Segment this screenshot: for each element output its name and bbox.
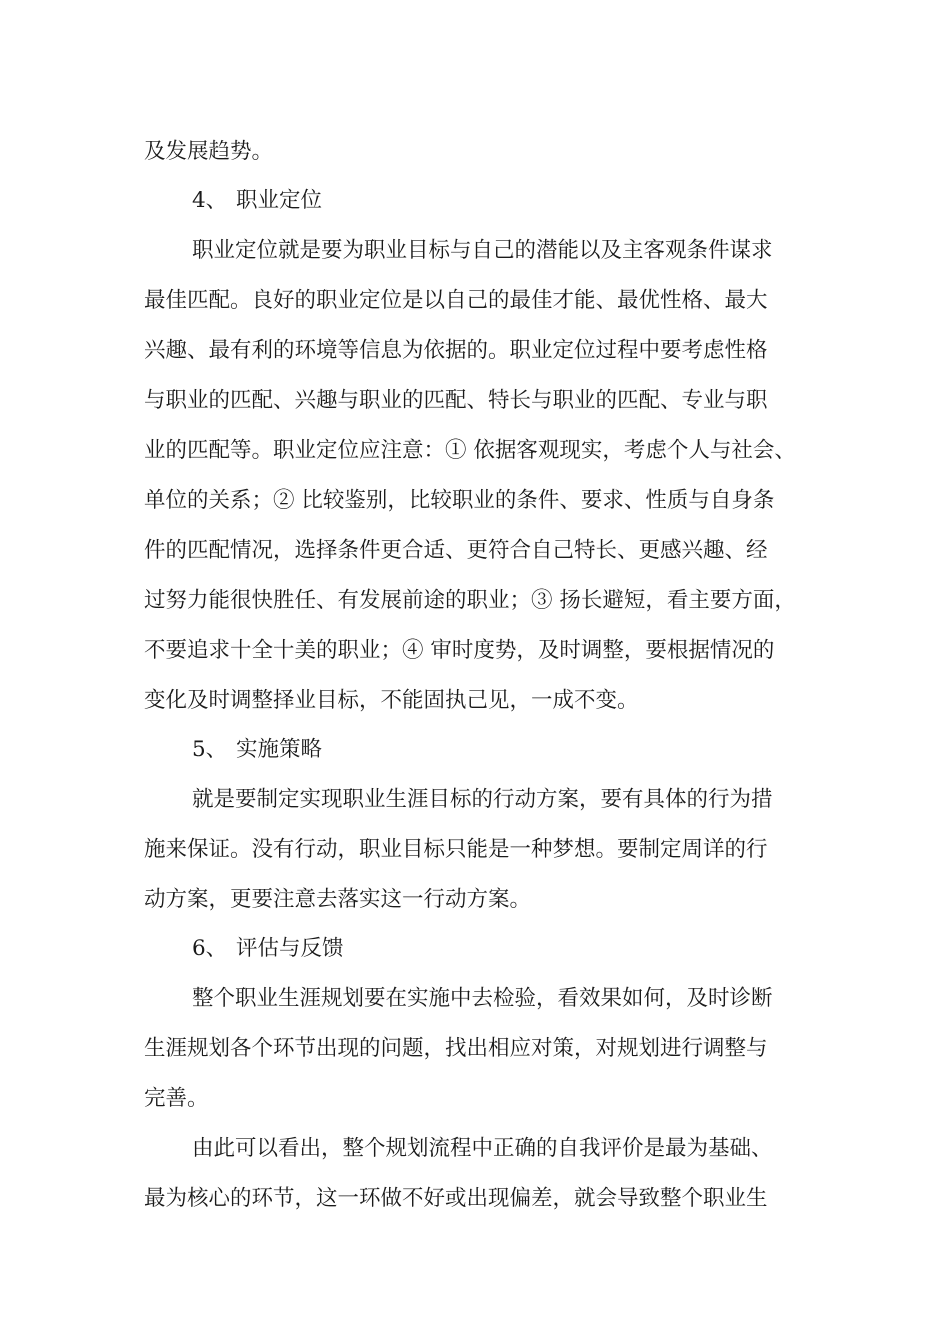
paragraph-line: 生涯规划各个环节出现的问题，找出相应对策，对规划进行调整与: [144, 1036, 768, 1061]
paragraph-line: 兴趣、最有利的环境等信息为依据的。职业定位过程中要考虑性格: [144, 338, 768, 363]
paragraph-line: 不要追求十全十美的职业；④ 审时度势，及时调整，要根据情况的: [144, 638, 775, 663]
paragraph-line: 整个职业生涯规划要在实施中去检验，看效果如何，及时诊断: [192, 986, 773, 1011]
heading-title: 职业定位: [236, 188, 323, 213]
paragraph-line: 件的匹配情况，选择条件更合适、更符合自己特长、更感兴趣、经: [144, 538, 768, 563]
section-heading-4: [192, 187, 322, 215]
paragraph-line: 单位的关系；② 比较鉴别，比较职业的条件、要求、性质与自身条: [144, 488, 775, 513]
paragraph-line: 施来保证。没有行动，职业目标只能是一种梦想。要制定周详的行: [144, 837, 768, 862]
heading-title: 评估与反馈: [236, 936, 344, 961]
paragraph-line: 最为核心的环节，这一环做不好或出现偏差，就会导致整个职业生: [144, 1186, 768, 1211]
heading-title: 实施策略: [236, 737, 323, 762]
paragraph-line: 过努力能很快胜任、有发展前途的职业；③ 扬长避短，看主要方面，: [144, 588, 796, 613]
section-heading-6: [192, 935, 344, 963]
paragraph-line: 业的匹配等。职业定位应注意：① 依据客观现实，考虑个人与社会、: [144, 438, 796, 463]
paragraph-line: 变化及时调整择业目标，不能固执己见，一成不变。: [144, 688, 639, 713]
paragraph-line: 就是要制定实现职业生涯目标的行动方案，要有具体的行为措: [192, 787, 773, 812]
paragraph-line: 动方案，更要注意去落实这一行动方案。: [144, 887, 532, 912]
heading-number: 5、: [192, 737, 228, 762]
paragraph-line: 及发展趋势。: [144, 139, 274, 164]
paragraph-line: 最佳匹配。良好的职业定位是以自己的最佳才能、最优性格、最大: [144, 288, 768, 313]
paragraph-line: 职业定位就是要为职业目标与自己的潜能以及主客观条件谋求: [192, 238, 773, 263]
paragraph-line: 由此可以看出，整个规划流程中正确的自我评价是最为基础、: [192, 1136, 773, 1161]
heading-number: 4、: [192, 188, 228, 213]
paragraph-line: 完善。: [144, 1086, 209, 1111]
section-heading-5: [192, 736, 322, 764]
heading-number: 6、: [192, 936, 228, 961]
paragraph-line: 与职业的匹配、兴趣与职业的匹配、特长与职业的匹配、专业与职: [144, 388, 768, 413]
